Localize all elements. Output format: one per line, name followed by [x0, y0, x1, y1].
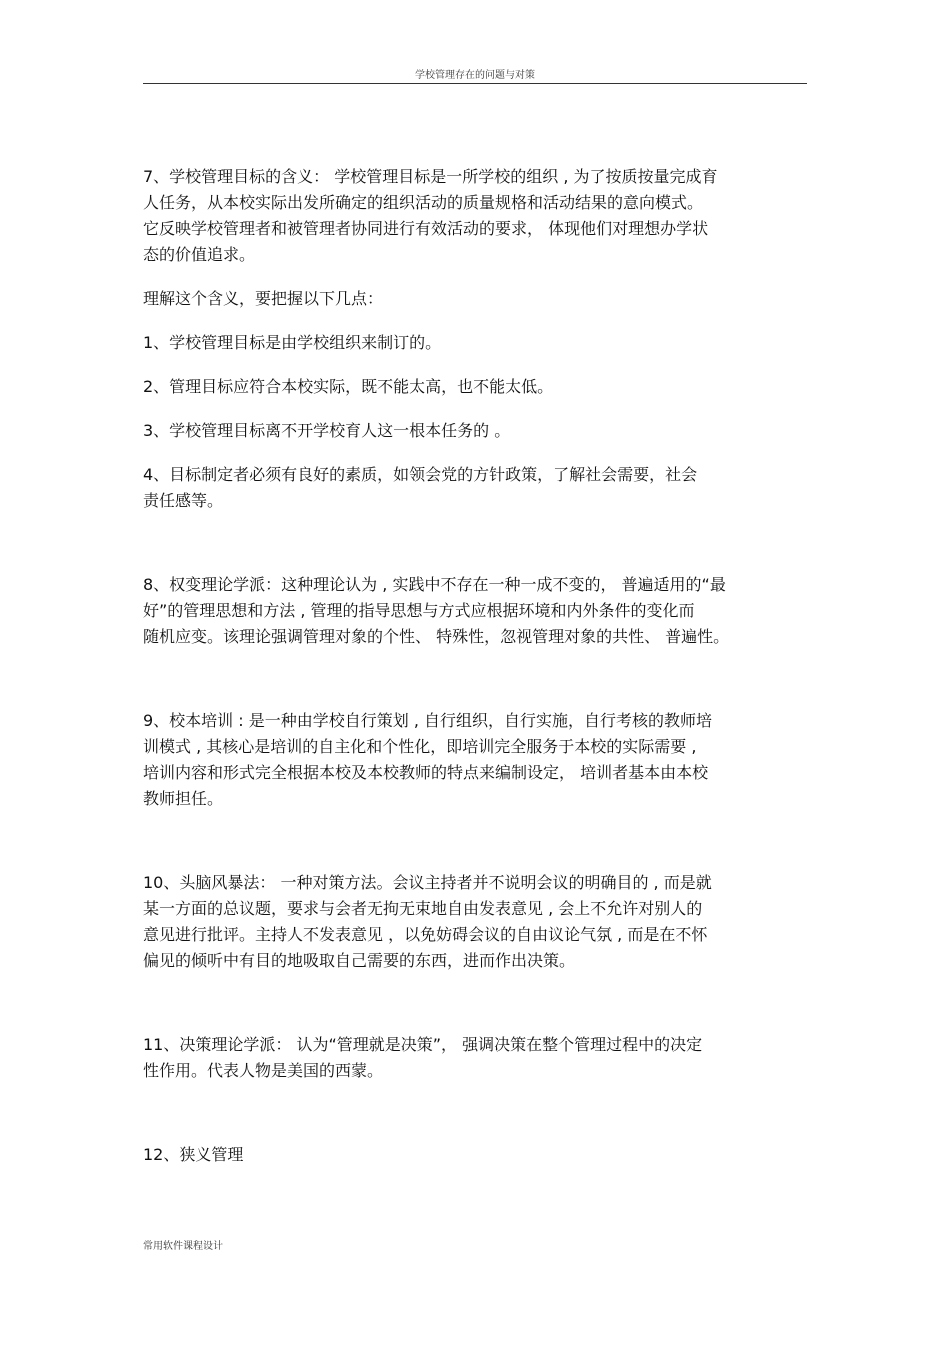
- text-line: 10、头脑风暴法： 一种对策方法。会议主持者并不说明会议的明确目的 , 而是就: [143, 873, 712, 892]
- text-line: 随机应变。该理论强调管理对象的个性、 特殊性，忽视管理对象的共性、 普遍性。: [143, 627, 730, 646]
- text-line: 11、决策理论学派： 认为“管理就是决策”， 强调决策在整个管理过程中的决定: [143, 1035, 703, 1054]
- page-footer-text: 常用软件课程设计: [143, 1241, 223, 1252]
- text-line: 培训内容和形式完全根据本校及本校教师的特点来编制设定， 培训者基本由本校: [143, 763, 709, 782]
- header-divider: [143, 83, 807, 84]
- paragraph-understanding: [143, 286, 823, 312]
- paragraph-11: [143, 1032, 823, 1084]
- text-line: 性作用。代表人物是美国的西蒙。: [143, 1061, 384, 1080]
- text-line: 人任务，从本校实际出发所确定的组织活动的质量规格和活动结果的意向模式。: [143, 193, 704, 212]
- text-line: 某一方面的总议题，要求与会者无拘无束地自由发表意见 , 会上不允许对别人的: [143, 899, 703, 918]
- page-header-title: 学校管理存在的问题与对策: [415, 70, 535, 81]
- text-line: 8、权变理论学派：这种理论认为 , 实践中不存在一种一成不变的， 普遍适用的“最: [143, 575, 726, 594]
- text-line: 理解这个含义，要把握以下几点：: [143, 289, 384, 308]
- text-line: 教师担任。: [143, 789, 224, 808]
- list-item-3: [143, 418, 823, 444]
- text-line: 9、校本培训 : 是一种由学校自行策划 , 自行组织，自行实施，自行考核的教师培: [143, 711, 713, 730]
- text-line: 1、学校管理目标是由学校组织来制订的。: [143, 333, 442, 352]
- list-item-1: [143, 330, 823, 356]
- text-line: 12、狭义管理: [143, 1145, 244, 1164]
- text-line: 意见进行批评。主持人不发表意见 ，以免妨碍会议的自由议论气氛 , 而是在不怀: [143, 925, 708, 944]
- text-line: 4、目标制定者必须有良好的素质，如领会党的方针政策，了解社会需要，社会: [143, 465, 698, 484]
- text-line: 7、学校管理目标的含义： 学校管理目标是一所学校的组织 , 为了按质按量完成育: [143, 167, 718, 186]
- paragraph-12: [143, 1142, 823, 1168]
- text-line: 好”的管理思想和方法 , 管理的指导思想与方式应根据环境和内外条件的变化而: [143, 601, 695, 620]
- paragraph-10: [143, 870, 823, 974]
- list-item-2: [143, 374, 823, 400]
- text-line: 偏见的倾听中有目的地吸取自己需要的东西，进而作出决策。: [143, 951, 576, 970]
- paragraph-8: [143, 572, 823, 650]
- document-body: [143, 164, 823, 1168]
- paragraph-9: [143, 708, 823, 812]
- text-line: 3、学校管理目标离不开学校育人这一根本任务的 。: [143, 421, 511, 440]
- text-line: 责任感等。: [143, 491, 224, 510]
- list-item-4: [143, 462, 823, 514]
- text-line: 态的价值追求。: [143, 245, 256, 264]
- text-line: 训模式 , 其核心是培训的自主化和个性化，即培训完全服务于本校的实际需要 ,: [143, 737, 697, 756]
- paragraph-7: [143, 164, 823, 268]
- text-line: 2、管理目标应符合本校实际，既不能太高，也不能太低。: [143, 377, 554, 396]
- text-line: 它反映学校管理者和被管理者协同进行有效活动的要求， 体现他们对理想办学状: [143, 219, 709, 238]
